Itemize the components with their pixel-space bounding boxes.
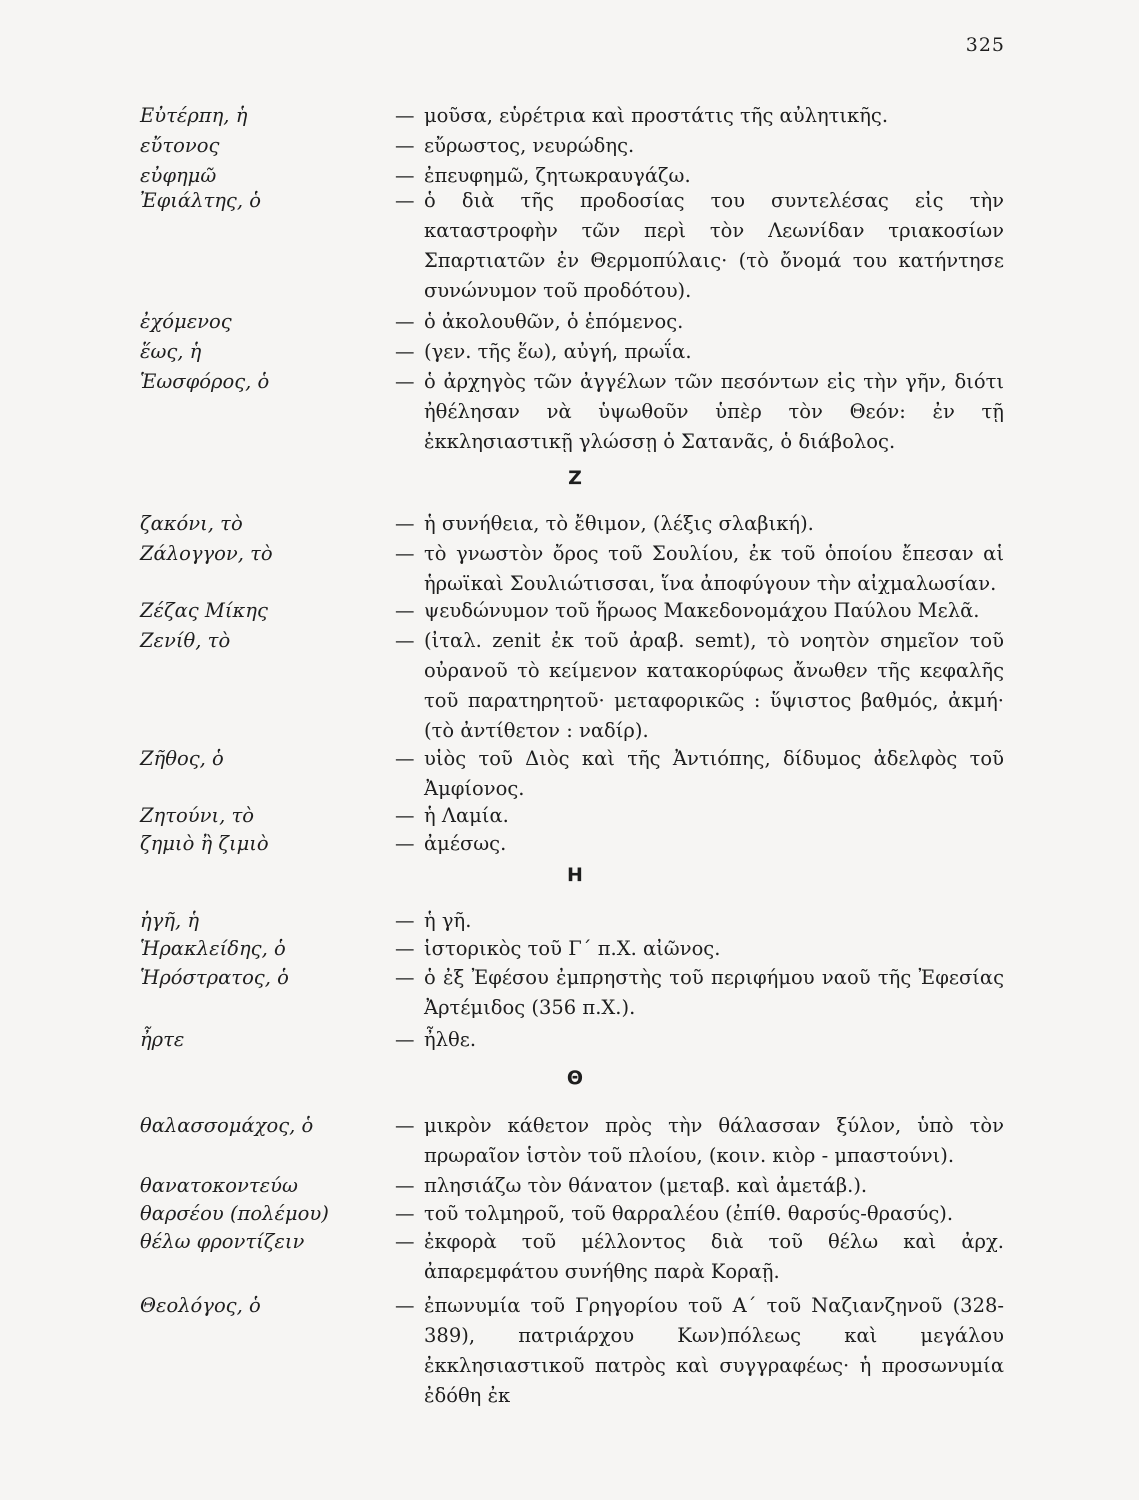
entry-dash: — [395, 909, 415, 932]
entry-definition: ἐπωνυμία τοῦ Γρηγορίου τοῦ Α΄ τοῦ Ναζιανζηνοῦ (328-389), πατριάρχου Κων)πόλεως καὶ μεγάλου ἐκκλησιαστικοῦ πατρὸς καὶ συγγραφέως· ἡ προσωνυμία ἐδόθη ἐκ [424, 1294, 1004, 1407]
section-letter-theta: Θ [566, 1067, 584, 1089]
entry-term: ἕως, ἡ [140, 340, 202, 363]
entry-term: Ἡρόστρατος, ὁ [140, 966, 289, 989]
entry-definition: εὔρωστος, νευρώδης. [424, 134, 635, 157]
entry-definition: ἀμέσως. [424, 832, 507, 855]
entry-term: ζακόνι, τὸ [140, 512, 243, 535]
entry-dash: — [395, 937, 415, 960]
entry-definition: ἐπευφημῶ, ζητωκραυγάζω. [424, 164, 691, 187]
entry-dash: — [395, 1294, 415, 1317]
entry-dash: — [395, 804, 415, 827]
entry-definition: μικρὸν κάθετον πρὸς τὴν θάλασσαν ξύλον, ὑπὸ τὸν πρωραῖον ἱστὸν τοῦ πλοίου, (κοιν. κιὸρ - μπαστούνι). [424, 1114, 1004, 1167]
entry-dash: — [395, 1202, 415, 1225]
entry-dash: — [395, 542, 415, 565]
entry-term: Ζέζας Μίκης [140, 599, 268, 622]
entry-term: Ζενίθ, τὸ [140, 629, 231, 652]
entry-term: ἐχόμενος [140, 310, 232, 333]
entry-term: εὐφημῶ [140, 164, 217, 187]
entry-definition: ὁ διὰ τῆς προδοσίας του συντελέσας εἰς τὴν καταστροφὴν τῶν περὶ τὸν Λεωνίδαν τριακοσίων Σπαρτιατῶν ἐν Θερμοπύλαις· (τὸ ὄνομά του κατήντησε συνώνυμον τοῦ προδότου). [424, 189, 1004, 302]
entry-definition: (ἰταλ. zenit ἐκ τοῦ ἀραβ. semt), τὸ νοητὸν σημεῖον τοῦ οὐρανοῦ τὸ κείμενον κατακορύφως ἄνωθεν τῆς κεφαλῆς τοῦ παρατηρητοῦ· μεταφορικῶς : ὕψιστος βαθμός, ἀκμή· (τὸ ἀντίθετον : ναδίρ). [424, 629, 1004, 742]
entry-definition: ὁ ἀκολουθῶν, ὁ ἑπόμενος. [424, 310, 684, 333]
page-number: 325 [965, 34, 1005, 56]
entry-definition: (γεν. τῆς ἕω), αὐγή, πρωΐα. [424, 340, 692, 363]
entry-definition: ἦλθε. [424, 1028, 477, 1051]
entry-dash: — [395, 164, 415, 187]
entry-dash: — [395, 340, 415, 363]
entry-term: Ζητούνι, τὸ [140, 804, 255, 827]
entry-definition: ὁ ἀρχηγὸς τῶν ἀγγέλων τῶν πεσόντων εἰς τὴν γῆν, διότι ἠθέλησαν νὰ ὑψωθοῦν ὑπὲρ τὸν Θεόν: ἐν τῇ ἐκκλησιαστικῇ γλώσσῃ ὁ Σατανᾶς, ὁ διάβολος. [424, 370, 1004, 453]
entry-dash: — [395, 966, 415, 989]
section-letter-eta: Η [567, 864, 583, 886]
entry-definition: πλησιάζω τὸν θάνατον (μεταβ. καὶ ἀμετάβ.). [424, 1174, 868, 1197]
entry-dash: — [395, 1114, 415, 1137]
entry-definition: ἱστορικὸς τοῦ Γ΄ π.Χ. αἰῶνος. [424, 937, 721, 960]
entry-term: Εὐτέρπη, ἡ [140, 104, 248, 127]
entry-term: ἦρτε [140, 1028, 185, 1051]
entry-term: Θεολόγος, ὁ [140, 1294, 261, 1317]
entry-term: ἠγῆ, ἡ [140, 909, 200, 932]
entry-dash: — [395, 1174, 415, 1197]
entry-term: Ζάλογγον, τὸ [140, 542, 273, 565]
entry-definition: ἐκφορὰ τοῦ μέλλοντος διὰ τοῦ θέλω καὶ ἀρχ. ἀπαρεμφάτου συνήθης παρὰ Κοραῇ. [424, 1230, 1004, 1283]
entry-term: ζημιὸ ἢ ζιμιὸ [140, 832, 269, 855]
entry-term: εὔτονος [140, 134, 220, 157]
section-letter-zeta: Ζ [568, 467, 582, 489]
entry-term: θανατοκοντεύω [140, 1174, 298, 1197]
entry-dash: — [395, 104, 415, 127]
entry-definition: τοῦ τολμηροῦ, τοῦ θαρραλέου (ἐπίθ. θαρσύς-θρασύς). [424, 1202, 954, 1225]
entry-definition: ἡ συνήθεια, τὸ ἔθιμον, (λέξις σλαβική). [424, 512, 814, 535]
entry-definition: ἡ γῆ. [424, 909, 472, 932]
entry-term: θαλασσομάχος, ὁ [140, 1114, 314, 1137]
entry-dash: — [395, 189, 415, 212]
entry-term: θέλω φροντίζειν [140, 1230, 305, 1253]
entry-term: Ἐφιάλτης, ὁ [140, 189, 261, 212]
entry-term: Ἡρακλείδης, ὁ [140, 937, 286, 960]
entry-definition: τὸ γνωστὸν ὄρος τοῦ Σουλίου, ἐκ τοῦ ὁποίου ἔπεσαν αἱ ἡρωϊκαὶ Σουλιώτισσαι, ἵνα ἀποφύγουν τὴν αἰχμαλωσίαν. [424, 542, 1004, 595]
entry-dash: — [395, 1230, 415, 1253]
entry-dash: — [395, 599, 415, 622]
entry-dash: — [395, 747, 415, 770]
entry-dash: — [395, 512, 415, 535]
entry-definition: ψευδώνυμον τοῦ ἥρωος Μακεδονομάχου Παύλου Μελᾶ. [424, 599, 980, 622]
entry-dash: — [395, 134, 415, 157]
entry-dash: — [395, 310, 415, 333]
entry-term: Ζῆθος, ὁ [140, 747, 224, 770]
entry-term: Ἑωσφόρος, ὁ [140, 370, 270, 393]
entry-definition: μοῦσα, εὑρέτρια καὶ προστάτις τῆς αὐλητικῆς. [424, 104, 889, 127]
entry-definition: ἡ Λαμία. [424, 804, 509, 827]
entry-dash: — [395, 832, 415, 855]
entry-definition: ὁ ἐξ Ἐφέσου ἐμπρηστὴς τοῦ περιφήμου ναοῦ τῆς Ἐφεσίας Ἀρτέμιδος (356 π.Χ.). [424, 966, 1004, 1019]
entry-dash: — [395, 629, 415, 652]
entry-term: θαρσέου (πολέμου) [140, 1202, 329, 1225]
entry-definition: υἱὸς τοῦ Διὸς καὶ τῆς Ἀντιόπης, δίδυμος ἀδελφὸς τοῦ Ἀμφίονος. [424, 747, 1004, 800]
entry-dash: — [395, 370, 415, 393]
entry-dash: — [395, 1028, 415, 1051]
